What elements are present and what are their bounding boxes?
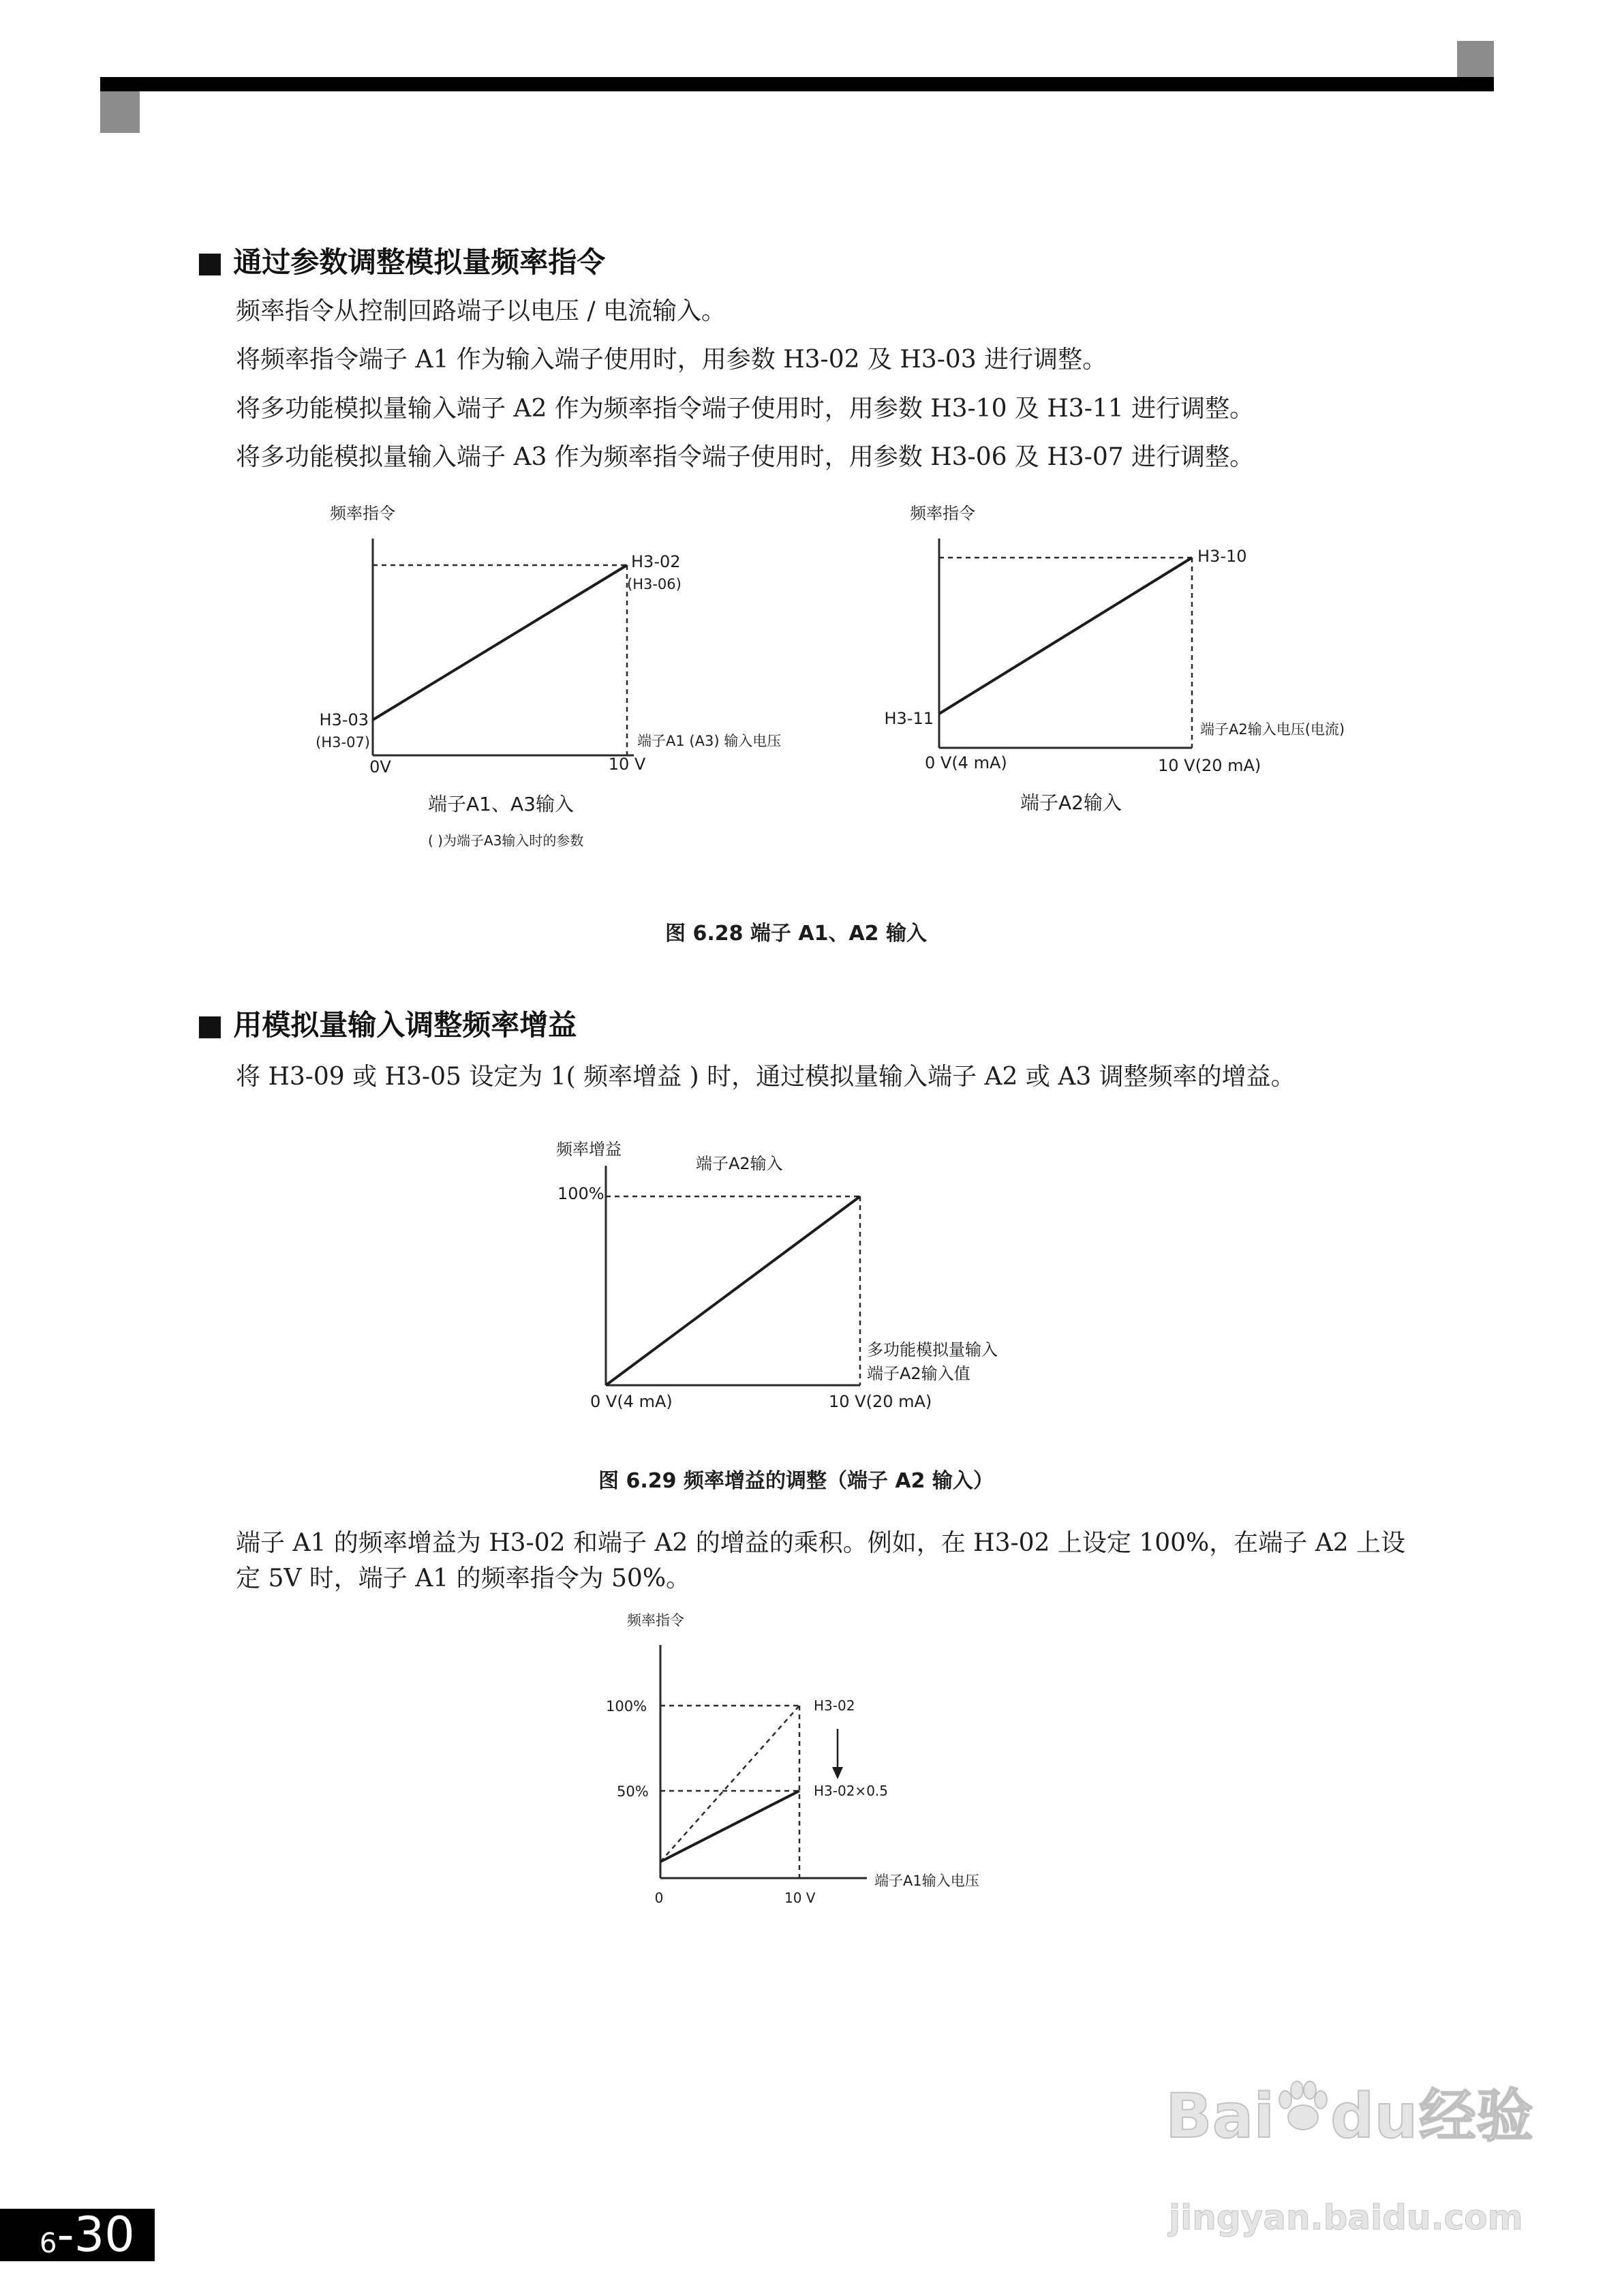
half-gain-label: H3-02×0.5 (814, 1783, 888, 1799)
y-max-label: 100% (557, 1184, 605, 1203)
figure-6-29 (556, 1140, 998, 1411)
panel-subtitle: 端子A2输入 (1020, 791, 1122, 814)
y-axis-label: 频率增益 (556, 1140, 622, 1159)
watermark-url: jingyan.baidu.com (1169, 2198, 1523, 2237)
y-axis-label: 频率指令 (910, 504, 975, 523)
section-1-paragraph: 频率指令从控制回路端子以电压 / 电流输入。 (236, 297, 726, 325)
x-max-label: 10 V (608, 755, 646, 774)
x-axis-label-line-2: 端子A2输入值 (867, 1364, 970, 1383)
half-gain-line (660, 1791, 799, 1862)
x-axis-label: 端子A2输入电压(电流) (1200, 721, 1345, 738)
x-axis-label: 端子A1输入电压 (874, 1873, 979, 1889)
frequency-reference-line (373, 565, 627, 720)
y-axis-label: 频率指令 (330, 504, 395, 523)
x-min-label: 0 V(4 mA) (590, 1392, 673, 1411)
gain-example-paragraph-line: 端子 A1 的频率增益为 H3-02 和端子 A2 的增益的乘积。例如，在 H3-02 上设定 100%，在端子 A2 上设 (236, 1529, 1406, 1557)
top-param-label: H3-10 (1197, 547, 1247, 566)
panel-note: ( )为端子A3输入时的参数 (428, 832, 584, 849)
panel-subtitle: 端子A1、A3输入 (428, 793, 574, 815)
x-axis-label-line-1: 多功能模拟量输入 (867, 1340, 998, 1359)
paw-icon (1279, 2081, 1327, 2130)
section-1-paragraph: 将频率指令端子 A1 作为输入端子使用时，用参数 H3-02 及 H3-03 进行调整。 (236, 346, 1107, 374)
section-2-heading: ■ 用模拟量输入调整频率增益 (196, 1008, 577, 1042)
figure-gain-example (606, 1612, 979, 1906)
bottom-param-label: H3-11 (884, 709, 934, 728)
page-number-page: -30 (57, 2207, 135, 2263)
chart-title: 端子A2输入 (696, 1154, 783, 1173)
watermark-brand-left: Bai (1165, 2081, 1275, 2152)
x-min-label: 0 (654, 1890, 664, 1906)
top-param-label: H3-02 (631, 552, 681, 571)
x-max-label: 10 V(20 mA) (1158, 756, 1261, 775)
figure-6-28-left-panel (316, 504, 781, 849)
section-1-paragraph: 将多功能模拟量输入端子 A3 作为频率指令端子使用时，用参数 H3-06 及 H3-07 进行调整。 (236, 443, 1255, 471)
section-1-heading: ■ 通过参数调整模拟量频率指令 (196, 245, 606, 279)
figure-6-28-right-panel (884, 504, 1345, 814)
bottom-param-label: H3-03 (319, 710, 369, 729)
x-axis-label: 端子A1 (A3) 输入电压 (637, 733, 782, 749)
y-axis-label: 频率指令 (627, 1612, 684, 1629)
page-number-chapter: 6 (40, 2228, 57, 2259)
y-50-label: 50% (617, 1783, 649, 1800)
x-max-label: 10 V (784, 1890, 816, 1906)
bottom-param-alt-label: (H3-07) (316, 734, 370, 751)
full-gain-label: H3-02 (814, 1697, 855, 1714)
page-number (0, 2209, 155, 2261)
figure-6-29-caption: 图 6.29 频率增益的调整（端子 A2 输入） (598, 1469, 994, 1493)
section-1-paragraph: 将多功能模拟量输入端子 A2 作为频率指令端子使用时，用参数 H3-10 及 H3-11 进行调整。 (236, 395, 1255, 423)
gain-line (606, 1196, 860, 1385)
frequency-reference-line (939, 558, 1192, 714)
top-param-alt-label: (H3-06) (627, 576, 682, 592)
x-max-label: 10 V(20 mA) (829, 1392, 932, 1411)
watermark-brand-cn: 经验 (1419, 2083, 1534, 2149)
section-2-paragraph: 将 H3-09 或 H3-05 设定为 1( 频率增益 ) 时，通过模拟量输入端子 A2 或 A3 调整频率的增益。 (236, 1063, 1296, 1091)
figure-6-28-caption: 图 6.28 端子 A1、A2 输入 (665, 922, 927, 946)
watermark-brand-right: du (1330, 2081, 1418, 2152)
gain-example-paragraph-line: 定 5V 时，端子 A1 的频率指令为 50%。 (236, 1565, 691, 1592)
x-min-label: 0 V(4 mA) (925, 753, 1007, 772)
x-min-label: 0V (369, 757, 391, 776)
y-100-label: 100% (606, 1698, 647, 1715)
full-gain-line (660, 1706, 799, 1862)
arrowhead-icon (832, 1767, 843, 1779)
